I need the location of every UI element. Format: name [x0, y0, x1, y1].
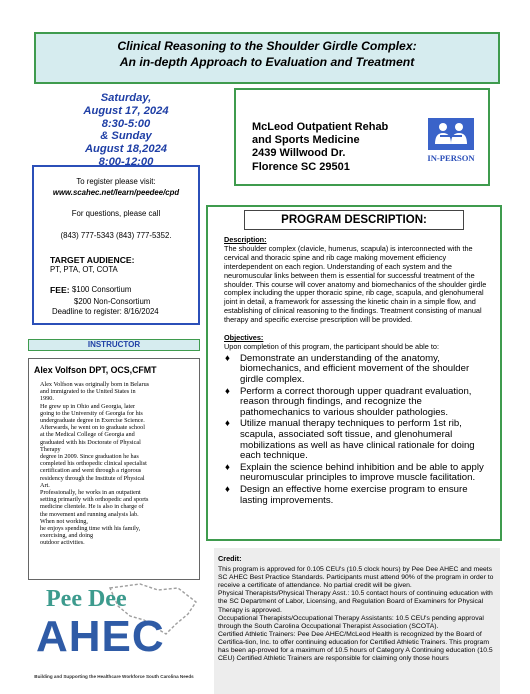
bullet-icon: ♦: [225, 385, 230, 397]
objective-item: ♦ Perform a correct thorough upper quadrant evaluation, reason through findings, and recognize the pathomechanics to various shoulder pathologies.: [225, 385, 472, 418]
credit-paragraph: This program is approved for 0.105 CEU's (10.5 clock hours) by Pee Dee AHEC and meets SC AHEC Best Practice Standards. Participants must attend 90% of the program in order to receive a certificate of attendance. No partial credit will be given.: [218, 566, 494, 590]
registration-box: [32, 165, 200, 325]
audience-label: TARGET AUDIENCE:: [50, 255, 135, 265]
fee-label: FEE:: [50, 285, 70, 295]
description-text: The shoulder complex (clavicle, humerus, scapula) is interconnected with the cervical and thoracic spine and rib cage making movement efficiency interdependent on each region. Understanding of each system and the neuromuscular links between them is essential for successful treatment of the shoulder. This course will cover anatomy and biomechanics of the shoulder girdle complex including the upper thoracic spine, rib cage, scapula, and glenohumeral joint in detail, a framework for assessing the kinetic chain in a simple flow, and establishing of clinical reasoning to the findings. Treatment consisting of manual therapy and specific exercise prescription will be provided.: [224, 243, 487, 325]
bullet-icon: ♦: [225, 418, 230, 430]
program-body: [224, 236, 494, 507]
fee-consortium: $100 Consortium: [72, 285, 132, 294]
register-prompt: To register please visit:: [76, 177, 156, 186]
objective-item: ♦ Explain the science behind inhibition and be able to apply neuromuscular principles to improve muscle facilitation.: [225, 461, 484, 484]
program-title: PROGRAM DESCRIPTION:: [244, 210, 464, 230]
date-line: 8:30-5:00: [101, 117, 151, 130]
bullet-icon: ♦: [225, 352, 230, 364]
credit-paragraph: Occupational Therapists/Occupational Therapy Assistants: 10.5 CEU's pending approval through the South Carolina Occupational Therapist Association (SCOTA).: [218, 614, 484, 630]
instructor-header: INSTRUCTOR: [28, 339, 200, 351]
title-line-2: An in-depth Approach to Evaluation and Treatment: [119, 55, 415, 69]
instructor-name: Alex Volfson DPT, OCS,CFMT: [34, 365, 157, 375]
credit-paragraph: Physical Therapists/Physical Therapy Asst.: 10.5 contact hours of continuing education with the SC Department of Labor, Licensing, and Regulation Board of Examiners for Physical Therapy is approved.: [218, 590, 493, 614]
title-line-1: Clinical Reasoning to the Shoulder Girdle Complex:: [117, 39, 417, 53]
date-line: 8:00-12:00: [98, 155, 154, 168]
date-line: Saturday,: [100, 92, 152, 104]
logo-pee-dee: Pee Dee: [46, 586, 127, 612]
people-icon: [428, 118, 474, 150]
logo-tagline: Building and Supporting the Healthcare Workforce South Carolina Needs: [34, 674, 194, 679]
registration-deadline: Deadline to register: 8/16/2024: [52, 307, 159, 316]
objectives-intro: Upon completion of this program, the participant should be able to:: [224, 341, 439, 351]
course-dates: [56, 92, 196, 169]
objectives-heading: Objectives:: [224, 333, 264, 343]
objectives-list: [224, 354, 494, 506]
credit-text: [218, 555, 498, 663]
credit-heading: Credit:: [218, 554, 242, 563]
venue-line: and Sports Medicine: [252, 134, 360, 147]
fee-non-consortium: $200 Non-Consortium: [74, 297, 151, 306]
logo-ahec: AHEC: [36, 612, 165, 661]
objective-item: ♦ Demonstrate an understanding of the anatomy, biomechanics, and efficient movement of the shoulder girdle complex.: [225, 352, 470, 386]
phone-numbers: (843) 777-5343 (843) 777-5352.: [60, 231, 172, 240]
audience-value: PT, PTA, OT, COTA: [50, 265, 118, 274]
page-title: [34, 38, 500, 70]
venue-line: 2439 Willwood Dr.: [252, 147, 346, 160]
in-person-badge: IN-PERSON: [427, 153, 475, 163]
objective-item: ♦ Design an effective home exercise program to ensure lasting improvements.: [225, 484, 468, 506]
registration-link[interactable]: www.scahec.net/learn/peedee/cpd: [52, 188, 180, 197]
date-line: August 18,2024: [84, 143, 168, 156]
description-heading: Description:: [224, 235, 267, 244]
bullet-icon: ♦: [225, 461, 230, 473]
bullet-icon: ♦: [225, 484, 230, 495]
instructor-bio: Alex Volfson was originally born in Belarus and immigrated to the United States in 1990. He grew up in Ohio and Georgia, later going to the University of Georgia for his undergraduate degree in Exercise Science. Afterwards, he went on to graduate school at the Medical College of Georgia and graduated with his Doctorate of Physical Therapy degree in 2009. Since graduation he has completed his orthopedic clinical specialist certification and went through a rigorous residency through the Institute of Physical Art. Professionally, he works in an outpatient setting primarily with orthopedic and sports medicine clientele. He is also in charge of the movement and running analysis lab. When not working, he enjoys spending time with his family, exercising, and doing outdoor activities.: [40, 381, 150, 547]
date-line: August 17, 2024: [83, 104, 169, 117]
date-line: & Sunday: [100, 130, 152, 143]
questions-text: For questions, please call: [71, 209, 161, 218]
objective-item: ♦ Utilize manual therapy techniques to perform 1st rib, scapula, associated soft tissue, and glenohumeral mobilizations as well as have clinical rationale for doing each technique.: [225, 418, 475, 462]
credit-paragraph: Certified Athletic Trainers: Pee Dee AHEC/McLeod Health is recognized by the Board of Certifica-tion, Inc. to offer continuing education for Certified Athletic Trainers. This program has been ap-proved for a maximum of 10.5 hours of Category A Continuing education (10.5 CEU) Certified Athletic Trainers are responsible for claiming only those hours: [218, 630, 493, 663]
venue-line: McLeod Outpatient Rehab: [252, 121, 389, 133]
venue-address: [252, 121, 388, 174]
venue-line: Florence SC 29501: [252, 160, 350, 173]
